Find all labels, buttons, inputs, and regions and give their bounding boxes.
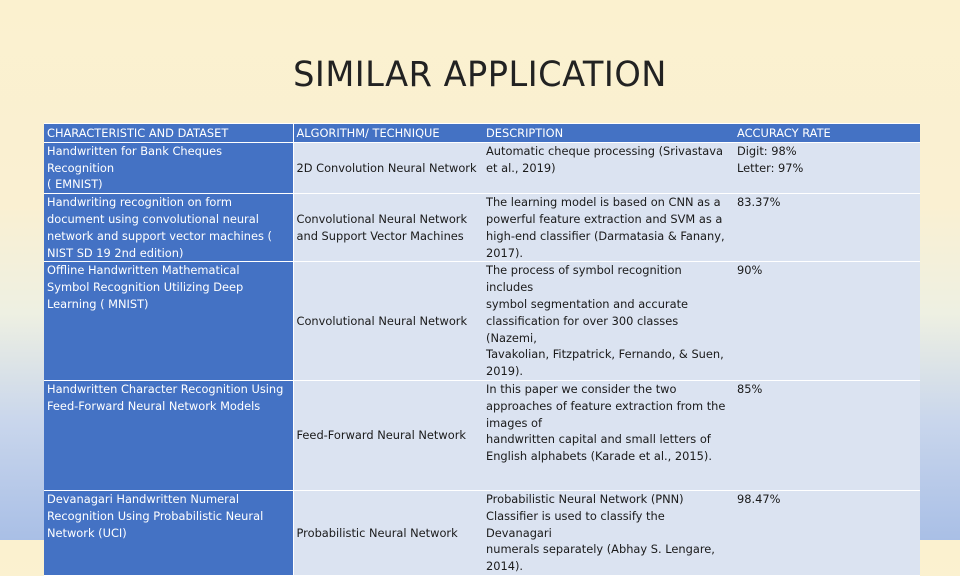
cell-description: The process of symbol recognition includes symbol segmentation and accurate classification for over 300 classes (Nazemi, Tavakolian, Fitzpatrick, Fernando, & Suen, 2019). bbox=[483, 262, 734, 381]
table-header-row bbox=[44, 124, 920, 143]
header-description: DESCRIPTION bbox=[483, 124, 734, 143]
cell-description: Probabilistic Neural Network (PNN) Classifier is used to classify the Devanagari numerals separately (Abhay S. Lengare, 2014). bbox=[483, 490, 734, 575]
cell-algorithm: Feed-Forward Neural Network bbox=[293, 380, 483, 490]
table-row bbox=[44, 262, 920, 381]
cell-accuracy: Digit: 98% Letter: 97% bbox=[734, 142, 920, 193]
cell-description: The learning model is based on CNN as a powerful feature extraction and SVM as a high-end classifier (Darmatasia & Fanany, 2017). bbox=[483, 194, 734, 262]
cell-dataset: Handwriting recognition on form document using convolutional neural network and support vector machines ( NIST SD 19 2nd edition) bbox=[44, 194, 293, 262]
header-algorithm: ALGORITHM/ TECHNIQUE bbox=[293, 124, 483, 143]
cell-accuracy: 85% bbox=[734, 380, 920, 490]
cell-description: In this paper we consider the two approaches of feature extraction from the images of handwritten capital and small letters of English alphabets (Karade et al., 2015). bbox=[483, 380, 734, 490]
table-row bbox=[44, 194, 920, 262]
header-accuracy: ACCURACY RATE bbox=[734, 124, 920, 143]
cell-algorithm: Convolutional Neural Network bbox=[293, 262, 483, 381]
cell-accuracy: 83.37% bbox=[734, 194, 920, 262]
cell-algorithm: Convolutional Neural Network and Support Vector Machines bbox=[293, 194, 483, 262]
cell-dataset: Handwritten Character Recognition Using Feed-Forward Neural Network Models bbox=[44, 380, 293, 490]
table-row bbox=[44, 490, 920, 575]
cell-dataset: Handwritten for Bank Cheques Recognition ( EMNIST) bbox=[44, 142, 293, 193]
cell-dataset: Devanagari Handwritten Numeral Recognition Using Probabilistic Neural Network (UCI) bbox=[44, 490, 293, 575]
cell-description: Automatic cheque processing (Srivastava et al., 2019) bbox=[483, 142, 734, 193]
cell-algorithm: 2D Convolution Neural Network bbox=[293, 142, 483, 193]
comparison-table bbox=[44, 123, 920, 576]
slide-title: SIMILAR APPLICATION bbox=[293, 55, 667, 95]
cell-accuracy: 98.47% bbox=[734, 490, 920, 575]
header-dataset: CHARACTERISTIC AND DATASET bbox=[44, 124, 293, 143]
cell-accuracy: 90% bbox=[734, 262, 920, 381]
cell-algorithm: Probabilistic Neural Network bbox=[293, 490, 483, 575]
table-row bbox=[44, 142, 920, 193]
table-row bbox=[44, 380, 920, 490]
cell-dataset: Offline Handwritten Mathematical Symbol Recognition Utilizing Deep Learning ( MNIST) bbox=[44, 262, 293, 381]
